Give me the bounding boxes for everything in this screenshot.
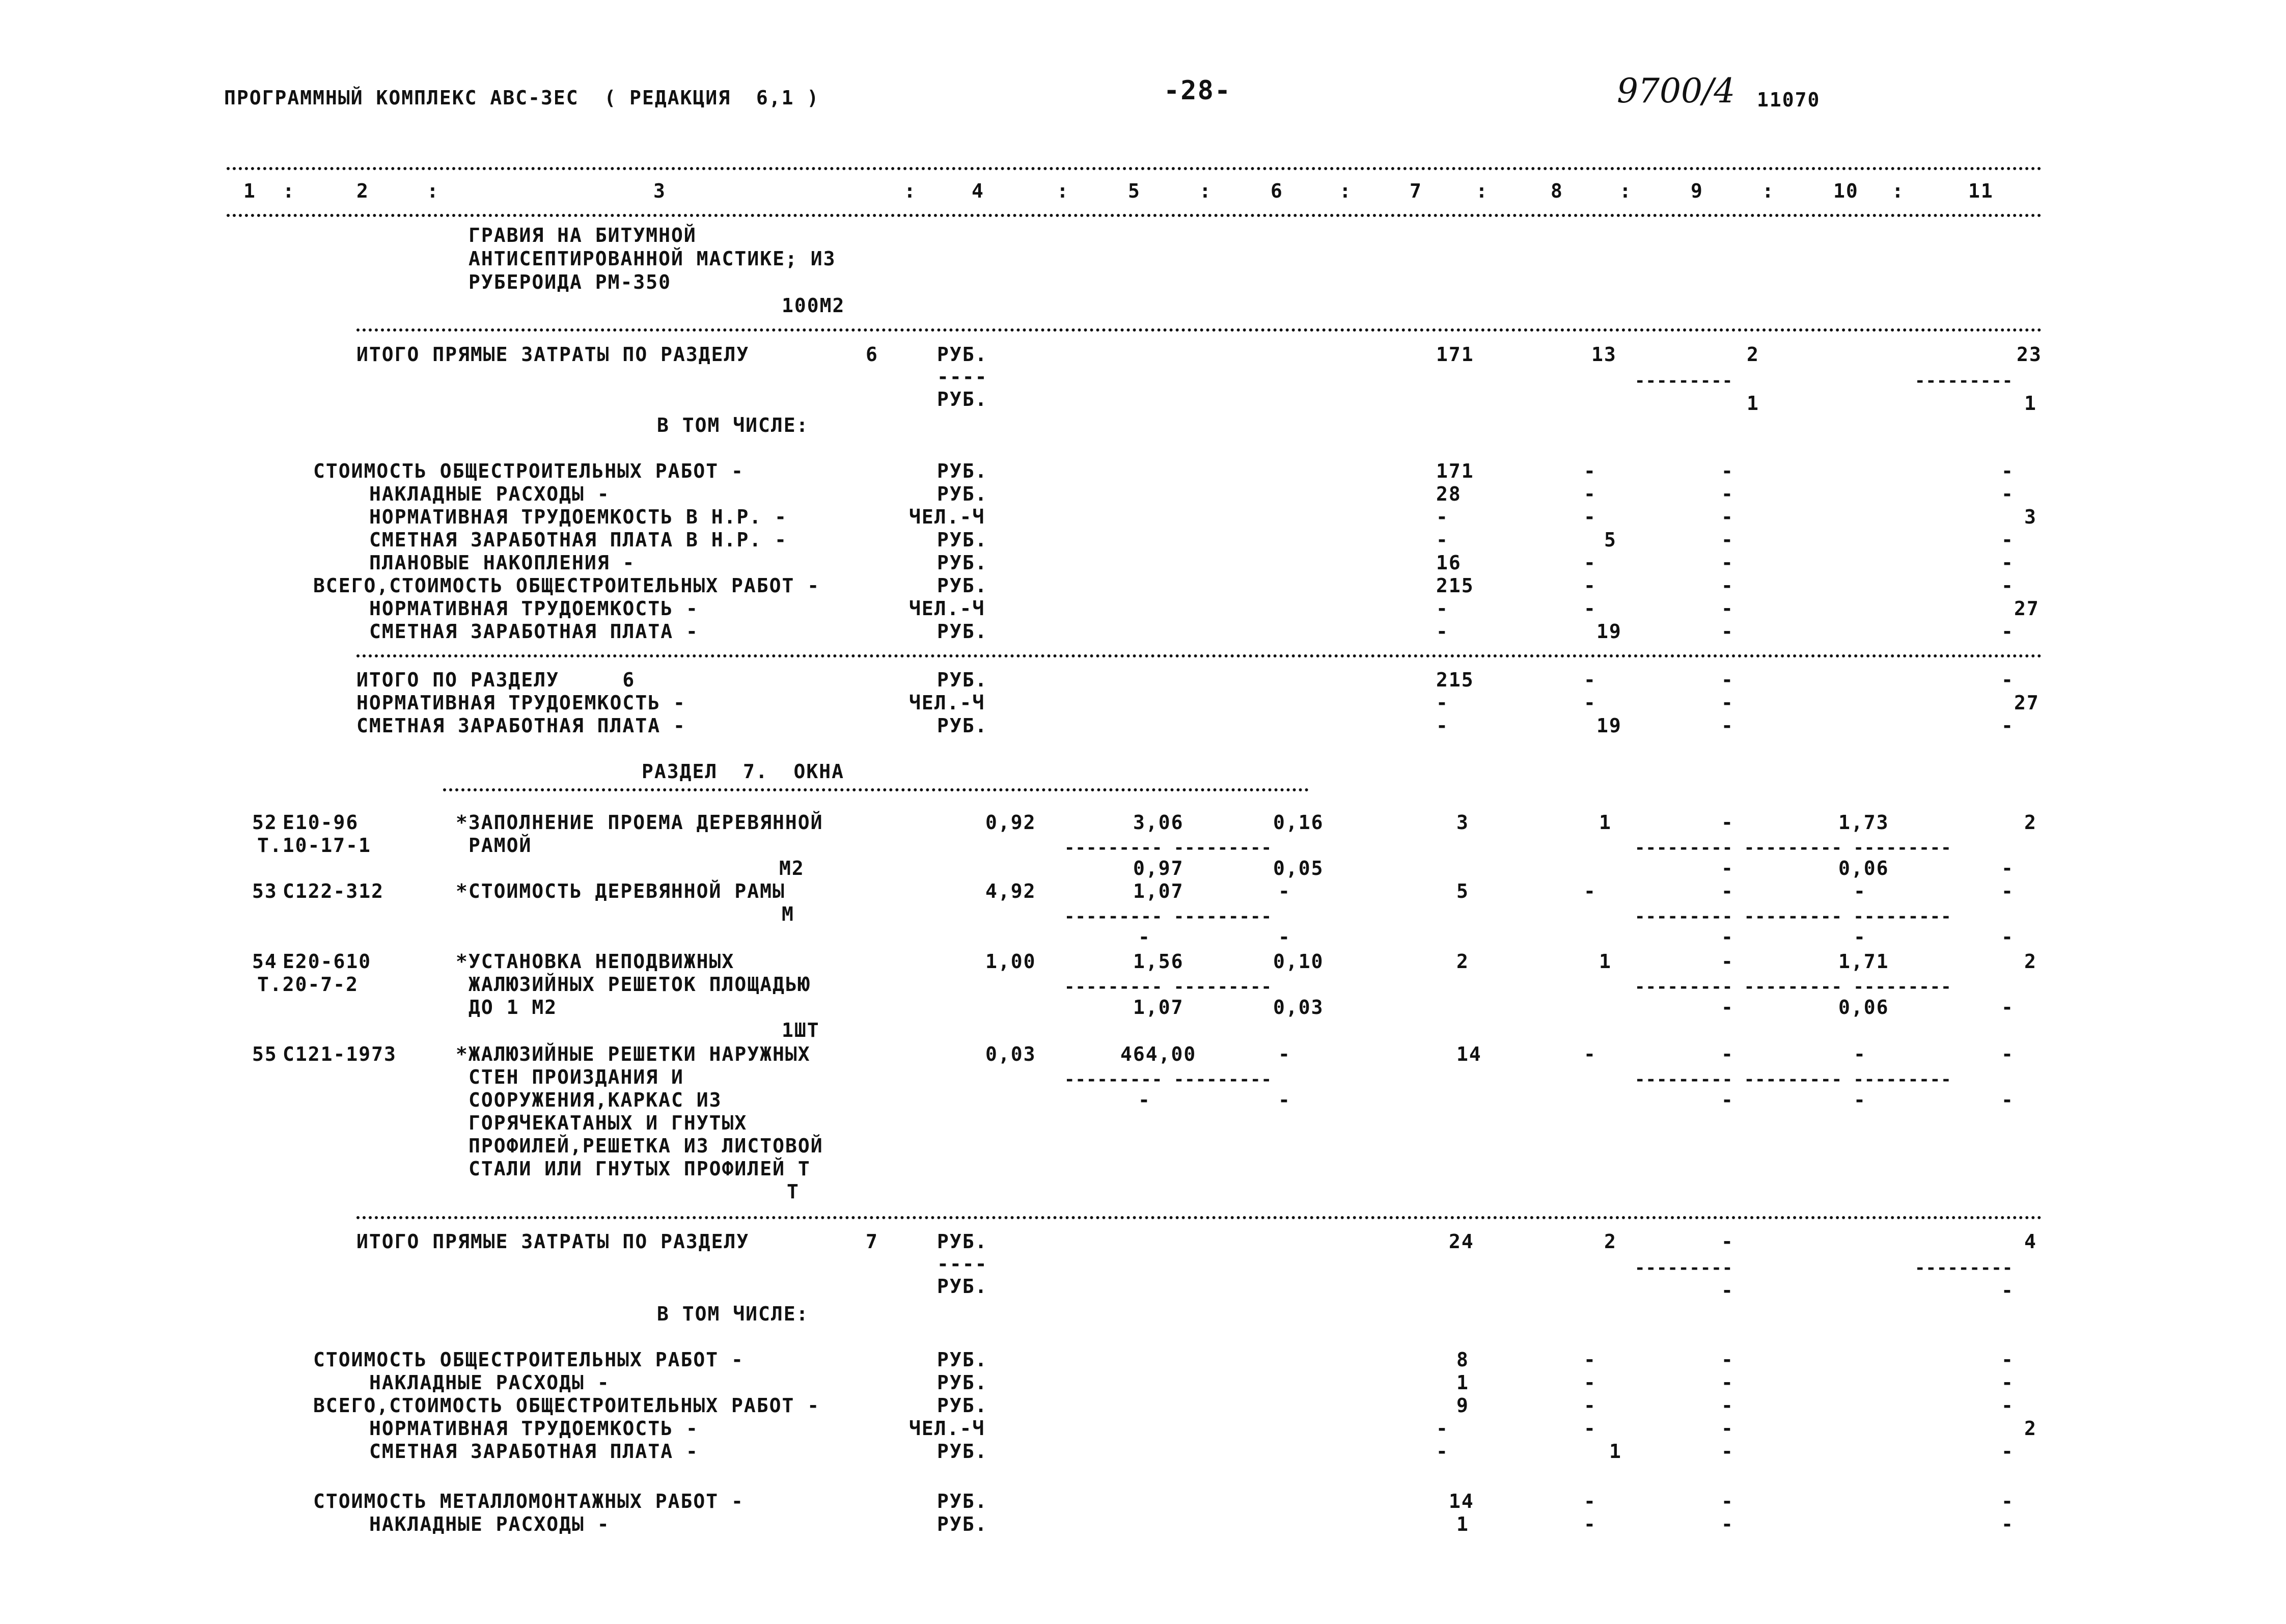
item-no: 54: [252, 950, 278, 973]
item-c10: -: [1854, 880, 1866, 902]
item-no: 52: [252, 811, 278, 834]
row-label: ПЛАНОВЫЕ НАКОПЛЕНИЯ -: [369, 552, 636, 574]
section6-dash: ----: [937, 366, 988, 388]
row-c7: 28: [1436, 483, 1462, 505]
item-c10b: 0,06: [1838, 857, 1889, 879]
row-c8: -: [1584, 1371, 1596, 1394]
row-unit: РУБ.: [937, 669, 988, 691]
col-7: 7: [1410, 180, 1422, 202]
item-desc: *УСТАНОВКА НЕПОДВИЖНЫХ: [456, 950, 735, 973]
prev-item-line: ГРАВИЯ НА БИТУМНОЙ: [469, 224, 697, 246]
s6-c9: 2: [1747, 343, 1759, 366]
item-c11b: -: [2001, 1089, 2014, 1111]
item-c11: -: [2001, 1043, 2014, 1065]
item-c11: -: [2001, 880, 2014, 902]
section7-dash: ----: [937, 1253, 988, 1275]
item-c10b: -: [1854, 926, 1866, 948]
row-c7: -: [1436, 1417, 1449, 1440]
row-label: ИТОГО ПО РАЗДЕЛУ 6: [356, 669, 636, 691]
col-10: 10: [1833, 180, 1859, 202]
item-desc: ПРОФИЛЕЙ,РЕШЕТКА ИЗ ЛИСТОВОЙ: [469, 1135, 823, 1157]
handwritten-number: 9700/4: [1617, 71, 1736, 111]
row-label: СТОИМОСТЬ ОБЩЕСТРОИТЕЛЬНЫХ РАБОТ -: [313, 460, 744, 482]
row-c9: -: [1721, 552, 1734, 574]
section7-including: В ТОМ ЧИСЛЕ:: [657, 1303, 809, 1325]
dash-line: ---------: [1915, 371, 2014, 391]
item-desc: СООРУЖЕНИЯ,КАРКАС ИЗ: [469, 1089, 722, 1111]
row-c11: -: [2001, 1371, 2014, 1394]
row-c8: -: [1584, 692, 1596, 714]
row-c8: 5: [1604, 529, 1617, 551]
col-2: 2: [356, 180, 369, 202]
row-c11: -: [2001, 529, 2014, 551]
item-c6b: 0,05: [1273, 857, 1324, 879]
item-c7: 5: [1456, 880, 1469, 902]
row-c9: -: [1721, 1513, 1734, 1535]
item-desc: ЖАЛЮЗИЙНЫХ РЕШЕТОК ПЛОЩАДЬЮ: [469, 973, 811, 996]
s6-c11: 23: [2017, 343, 2042, 366]
item-c9b: -: [1721, 996, 1734, 1019]
row-label: ВСЕГО,СТОИМОСТЬ ОБЩЕСТРОИТЕЛЬНЫХ РАБОТ -: [313, 574, 820, 597]
s7-c9: -: [1721, 1230, 1734, 1253]
row-label: НАКЛАДНЫЕ РАСХОДЫ -: [369, 483, 610, 505]
row-c8: -: [1584, 1348, 1596, 1371]
row-c7: 1: [1456, 1371, 1469, 1394]
row-label: НОРМАТИВНАЯ ТРУДОЕМКОСТЬ -: [369, 1417, 699, 1440]
section7-unit: РУБ.: [937, 1230, 988, 1253]
prev-item-line: АНТИСЕПТИРОВАННОЙ МАСТИКЕ; ИЗ: [469, 247, 836, 270]
item-c5b: -: [1138, 1089, 1151, 1111]
item-unit: Т: [787, 1180, 800, 1203]
row-c7: -: [1436, 714, 1449, 737]
row-unit: РУБ.: [937, 460, 988, 482]
item-desc: РАМОЙ: [469, 834, 532, 857]
row-c9: -: [1721, 506, 1734, 528]
dash-line: --------- ---------: [1064, 838, 1272, 858]
row-c7: 171: [1436, 460, 1474, 482]
row-c7: 16: [1436, 552, 1462, 574]
s6-c9b: 1: [1747, 392, 1759, 415]
row-c8: -: [1584, 1394, 1596, 1417]
col-8: 8: [1551, 180, 1563, 202]
row-c8: -: [1584, 597, 1596, 620]
row-c7: 14: [1449, 1490, 1474, 1512]
item-no: 55: [252, 1043, 278, 1065]
item-c8: 1: [1599, 950, 1612, 973]
row-c9: -: [1721, 714, 1734, 737]
row-unit: ЧЕЛ.-Ч: [909, 597, 985, 620]
row-c11: -: [2001, 1440, 2014, 1463]
row-c7: 1: [1456, 1513, 1469, 1535]
row-c8: -: [1584, 552, 1596, 574]
item-code2: Т.10-17-1: [257, 834, 371, 857]
item-c9: -: [1721, 950, 1734, 973]
item-desc: *ЖАЛЮЗИЙНЫЕ РЕШЕТКИ НАРУЖНЫХ: [456, 1043, 811, 1065]
item-c11b: -: [2001, 996, 2014, 1019]
item-c11b: -: [2001, 857, 2014, 879]
item-c8: -: [1584, 1043, 1596, 1065]
item-c9b: -: [1721, 857, 1734, 879]
item-c7: 14: [1456, 1043, 1482, 1065]
row-label: СТОИМОСТЬ МЕТАЛЛОМОНТАЖНЫХ РАБОТ -: [313, 1490, 744, 1512]
col-3: 3: [653, 180, 666, 202]
item-c10b: -: [1854, 1089, 1866, 1111]
row-c11: -: [2001, 714, 2014, 737]
item-c5: 464,00: [1120, 1043, 1197, 1065]
row-c7: -: [1436, 597, 1449, 620]
row-c8: 19: [1596, 620, 1622, 643]
row-c8: -: [1584, 483, 1596, 505]
row-c8: 1: [1609, 1440, 1622, 1463]
row-unit: РУБ.: [937, 483, 988, 505]
row-c9: -: [1721, 574, 1734, 597]
row-c7: 215: [1436, 669, 1474, 691]
row-label: НОРМАТИВНАЯ ТРУДОЕМКОСТЬ -: [356, 692, 686, 714]
item-desc: СТЕН ПРОИЗДАНИЯ И: [469, 1066, 684, 1088]
s7-c7: 24: [1449, 1230, 1474, 1253]
item-desc: СТАЛИ ИЛИ ГНУТЫХ ПРОФИЛЕЙ Т: [469, 1158, 811, 1180]
rule: [227, 167, 2042, 170]
item-unit: М: [782, 903, 794, 925]
col-6: 6: [1271, 180, 1283, 202]
row-c11: 27: [2014, 692, 2040, 714]
row-c11: -: [2001, 574, 2014, 597]
row-c9: -: [1721, 669, 1734, 691]
item-desc: *ЗАПОЛНЕНИЕ ПРОЕМА ДЕРЕВЯННОЙ: [456, 811, 823, 834]
item-c7: 2: [1456, 950, 1469, 973]
row-c9: -: [1721, 1394, 1734, 1417]
s7-c11b: -: [2001, 1279, 2014, 1302]
row-c11: -: [2001, 552, 2014, 574]
item-c9b: -: [1721, 1089, 1734, 1111]
row-label: НОРМАТИВНАЯ ТРУДОЕМКОСТЬ -: [369, 597, 699, 620]
row-c11: -: [2001, 1394, 2014, 1417]
row-c11: -: [2001, 1348, 2014, 1371]
item-c6b: -: [1278, 926, 1291, 948]
row-label: СМЕТНАЯ ЗАРАБОТНАЯ ПЛАТА -: [369, 620, 699, 643]
section6-total-direct: ИТОГО ПРЯМЫЕ ЗАТРАТЫ ПО РАЗДЕЛУ: [356, 343, 750, 366]
row-c8: -: [1584, 574, 1596, 597]
row-unit: ЧЕЛ.-Ч: [909, 506, 985, 528]
row-c7: -: [1436, 620, 1449, 643]
section6-unit: РУБ.: [937, 343, 988, 366]
s7-c9b: -: [1721, 1279, 1734, 1302]
row-c11: -: [2001, 460, 2014, 482]
s6-c7: 171: [1436, 343, 1474, 366]
item-c5b: -: [1138, 926, 1151, 948]
row-unit: РУБ.: [937, 1348, 988, 1371]
s7-c11: 4: [2024, 1230, 2037, 1253]
item-c10: 1,71: [1838, 950, 1889, 973]
item-c8: 1: [1599, 811, 1612, 834]
row-c8: -: [1584, 669, 1596, 691]
item-desc: *СТОИМОСТЬ ДЕРЕВЯННОЙ РАМЫ: [456, 880, 785, 902]
row-c9: -: [1721, 1490, 1734, 1512]
s7-c8: 2: [1604, 1230, 1617, 1253]
row-unit: РУБ.: [937, 1371, 988, 1394]
col-9: 9: [1691, 180, 1703, 202]
item-c5b: 0,97: [1133, 857, 1184, 879]
row-c11: -: [2001, 669, 2014, 691]
dash-line: ---------: [1635, 371, 1733, 391]
item-desc: ДО 1 М2: [469, 996, 558, 1019]
item-qty: 0,03: [985, 1043, 1036, 1065]
item-c9: -: [1721, 1043, 1734, 1065]
item-c6b: -: [1278, 1089, 1291, 1111]
row-c8: -: [1584, 1513, 1596, 1535]
item-c6: 0,16: [1273, 811, 1324, 834]
item-c5: 1,07: [1133, 880, 1184, 902]
item-code: C121-1973: [283, 1043, 397, 1065]
row-label: СТОИМОСТЬ ОБЩЕСТРОИТЕЛЬНЫХ РАБОТ -: [313, 1348, 744, 1371]
row-unit: РУБ.: [937, 1513, 988, 1535]
col-11: 11: [1968, 180, 1994, 202]
item-qty: 0,92: [985, 811, 1036, 834]
item-qty: 1,00: [985, 950, 1036, 973]
page-number: -28-: [1164, 75, 1232, 106]
row-c9: -: [1721, 460, 1734, 482]
section7-num: 7: [866, 1230, 878, 1253]
item-c6: -: [1278, 1043, 1291, 1065]
item-c9: -: [1721, 880, 1734, 902]
dash-line: --------- --------- ---------: [1635, 977, 1952, 997]
row-unit: РУБ.: [937, 574, 988, 597]
row-c9: -: [1721, 620, 1734, 643]
row-c9: -: [1721, 1371, 1734, 1394]
dash-line: ---------: [1915, 1258, 2014, 1278]
section6-including: В ТОМ ЧИСЛЕ:: [657, 414, 809, 436]
item-c10b: 0,06: [1838, 996, 1889, 1019]
row-c8: -: [1584, 460, 1596, 482]
item-code: E20-610: [283, 950, 372, 973]
item-c8: -: [1584, 880, 1596, 902]
row-unit: РУБ.: [937, 1490, 988, 1512]
item-code: E10-96: [283, 811, 359, 834]
item-c11: 2: [2024, 811, 2037, 834]
item-c10: -: [1854, 1043, 1866, 1065]
doc-code: 11070: [1757, 89, 1821, 111]
item-c9b: -: [1721, 926, 1734, 948]
row-c11: -: [2001, 483, 2014, 505]
row-c9: -: [1721, 1417, 1734, 1440]
item-c11: 2: [2024, 950, 2037, 973]
item-unit: 1ШТ: [782, 1019, 820, 1041]
prev-item-line: РУБЕРОИДА РМ-350: [469, 271, 672, 293]
row-c7: -: [1436, 692, 1449, 714]
item-c10: 1,73: [1838, 811, 1889, 834]
row-unit: ЧЕЛ.-Ч: [909, 1417, 985, 1440]
row-c11: -: [2001, 1490, 2014, 1512]
item-c11b: -: [2001, 926, 2014, 948]
section6-num: 6: [866, 343, 878, 366]
section6-unit2: РУБ.: [937, 388, 988, 410]
row-unit: РУБ.: [937, 620, 988, 643]
row-label: НОРМАТИВНАЯ ТРУДОЕМКОСТЬ В Н.Р. -: [369, 506, 787, 528]
row-c9: -: [1721, 1348, 1734, 1371]
row-unit: РУБ.: [937, 714, 988, 737]
row-c7: 9: [1456, 1394, 1469, 1417]
item-no: 53: [252, 880, 278, 902]
rule: [356, 328, 2042, 332]
section7-total-direct: ИТОГО ПРЯМЫЕ ЗАТРАТЫ ПО РАЗДЕЛУ: [356, 1230, 750, 1253]
section7-unit2: РУБ.: [937, 1275, 988, 1298]
item-c7: 3: [1456, 811, 1469, 834]
item-qty: 4,92: [985, 880, 1036, 902]
dash-line: --------- ---------: [1064, 906, 1272, 927]
prev-item-unit: 100М2: [782, 294, 845, 317]
col-1: 1: [243, 180, 256, 202]
item-c5b: 1,07: [1133, 996, 1184, 1019]
row-label: НАКЛАДНЫЕ РАСХОДЫ -: [369, 1371, 610, 1394]
row-label: СМЕТНАЯ ЗАРАБОТНАЯ ПЛАТА В Н.Р. -: [369, 529, 787, 551]
s6-c11b: 1: [2024, 392, 2037, 415]
row-label: ВСЕГО,СТОИМОСТЬ ОБЩЕСТРОИТЕЛЬНЫХ РАБОТ -: [313, 1394, 820, 1417]
row-unit: РУБ.: [937, 552, 988, 574]
row-label: НАКЛАДНЫЕ РАСХОДЫ -: [369, 1513, 610, 1535]
col-5: 5: [1128, 180, 1141, 202]
row-c11: 27: [2014, 597, 2040, 620]
row-c9: -: [1721, 529, 1734, 551]
row-c9: -: [1721, 1440, 1734, 1463]
dash-line: --------- --------- ---------: [1635, 1069, 1952, 1090]
program-title: ПРОГРАММНЫЙ КОМПЛЕКС АВС-3ЕС ( РЕДАКЦИЯ 6,1 ): [224, 87, 820, 109]
row-c8: -: [1584, 506, 1596, 528]
item-c5: 1,56: [1133, 950, 1184, 973]
item-c9: -: [1721, 811, 1734, 834]
rule: [356, 1216, 2042, 1219]
row-label: СМЕТНАЯ ЗАРАБОТНАЯ ПЛАТА -: [356, 714, 686, 737]
item-code: C122-312: [283, 880, 384, 902]
rule: [443, 788, 1309, 791]
dash-line: ---------: [1635, 1258, 1733, 1278]
row-c11: -: [2001, 620, 2014, 643]
row-c7: -: [1436, 1440, 1449, 1463]
row-c7: -: [1436, 529, 1449, 551]
rule: [356, 654, 2042, 657]
row-unit: РУБ.: [937, 1394, 988, 1417]
dash-line: --------- --------- ---------: [1635, 906, 1952, 927]
row-c8: -: [1584, 1490, 1596, 1512]
item-c6b: 0,03: [1273, 996, 1324, 1019]
row-c7: -: [1436, 506, 1449, 528]
row-c8: 19: [1596, 714, 1622, 737]
dash-line: --------- --------- ---------: [1635, 838, 1952, 858]
col-4: 4: [972, 180, 984, 202]
dash-line: --------- ---------: [1064, 1069, 1272, 1090]
row-c7: 215: [1436, 574, 1474, 597]
dash-line: --------- ---------: [1064, 977, 1272, 997]
item-unit: М2: [779, 857, 805, 879]
item-c6: -: [1278, 880, 1291, 902]
row-c11: 2: [2024, 1417, 2037, 1440]
item-code2: Т.20-7-2: [257, 973, 359, 996]
item-desc: ГОРЯЧЕКАТАНЫХ И ГНУТЫХ: [469, 1112, 748, 1134]
row-unit: РУБ.: [937, 1440, 988, 1463]
item-c5: 3,06: [1133, 811, 1184, 834]
item-c6: 0,10: [1273, 950, 1324, 973]
row-c9: -: [1721, 483, 1734, 505]
row-c8: -: [1584, 1417, 1596, 1440]
row-unit: РУБ.: [937, 529, 988, 551]
row-c11: 3: [2024, 506, 2037, 528]
s6-c8: 13: [1591, 343, 1617, 366]
row-c11: -: [2001, 1513, 2014, 1535]
row-c9: -: [1721, 597, 1734, 620]
row-label: СМЕТНАЯ ЗАРАБОТНАЯ ПЛАТА -: [369, 1440, 699, 1463]
rule: [227, 214, 2042, 217]
row-c9: -: [1721, 692, 1734, 714]
row-c7: 8: [1456, 1348, 1469, 1371]
row-unit: ЧЕЛ.-Ч: [909, 692, 985, 714]
section7-title: РАЗДЕЛ 7. ОКНА: [642, 760, 845, 783]
